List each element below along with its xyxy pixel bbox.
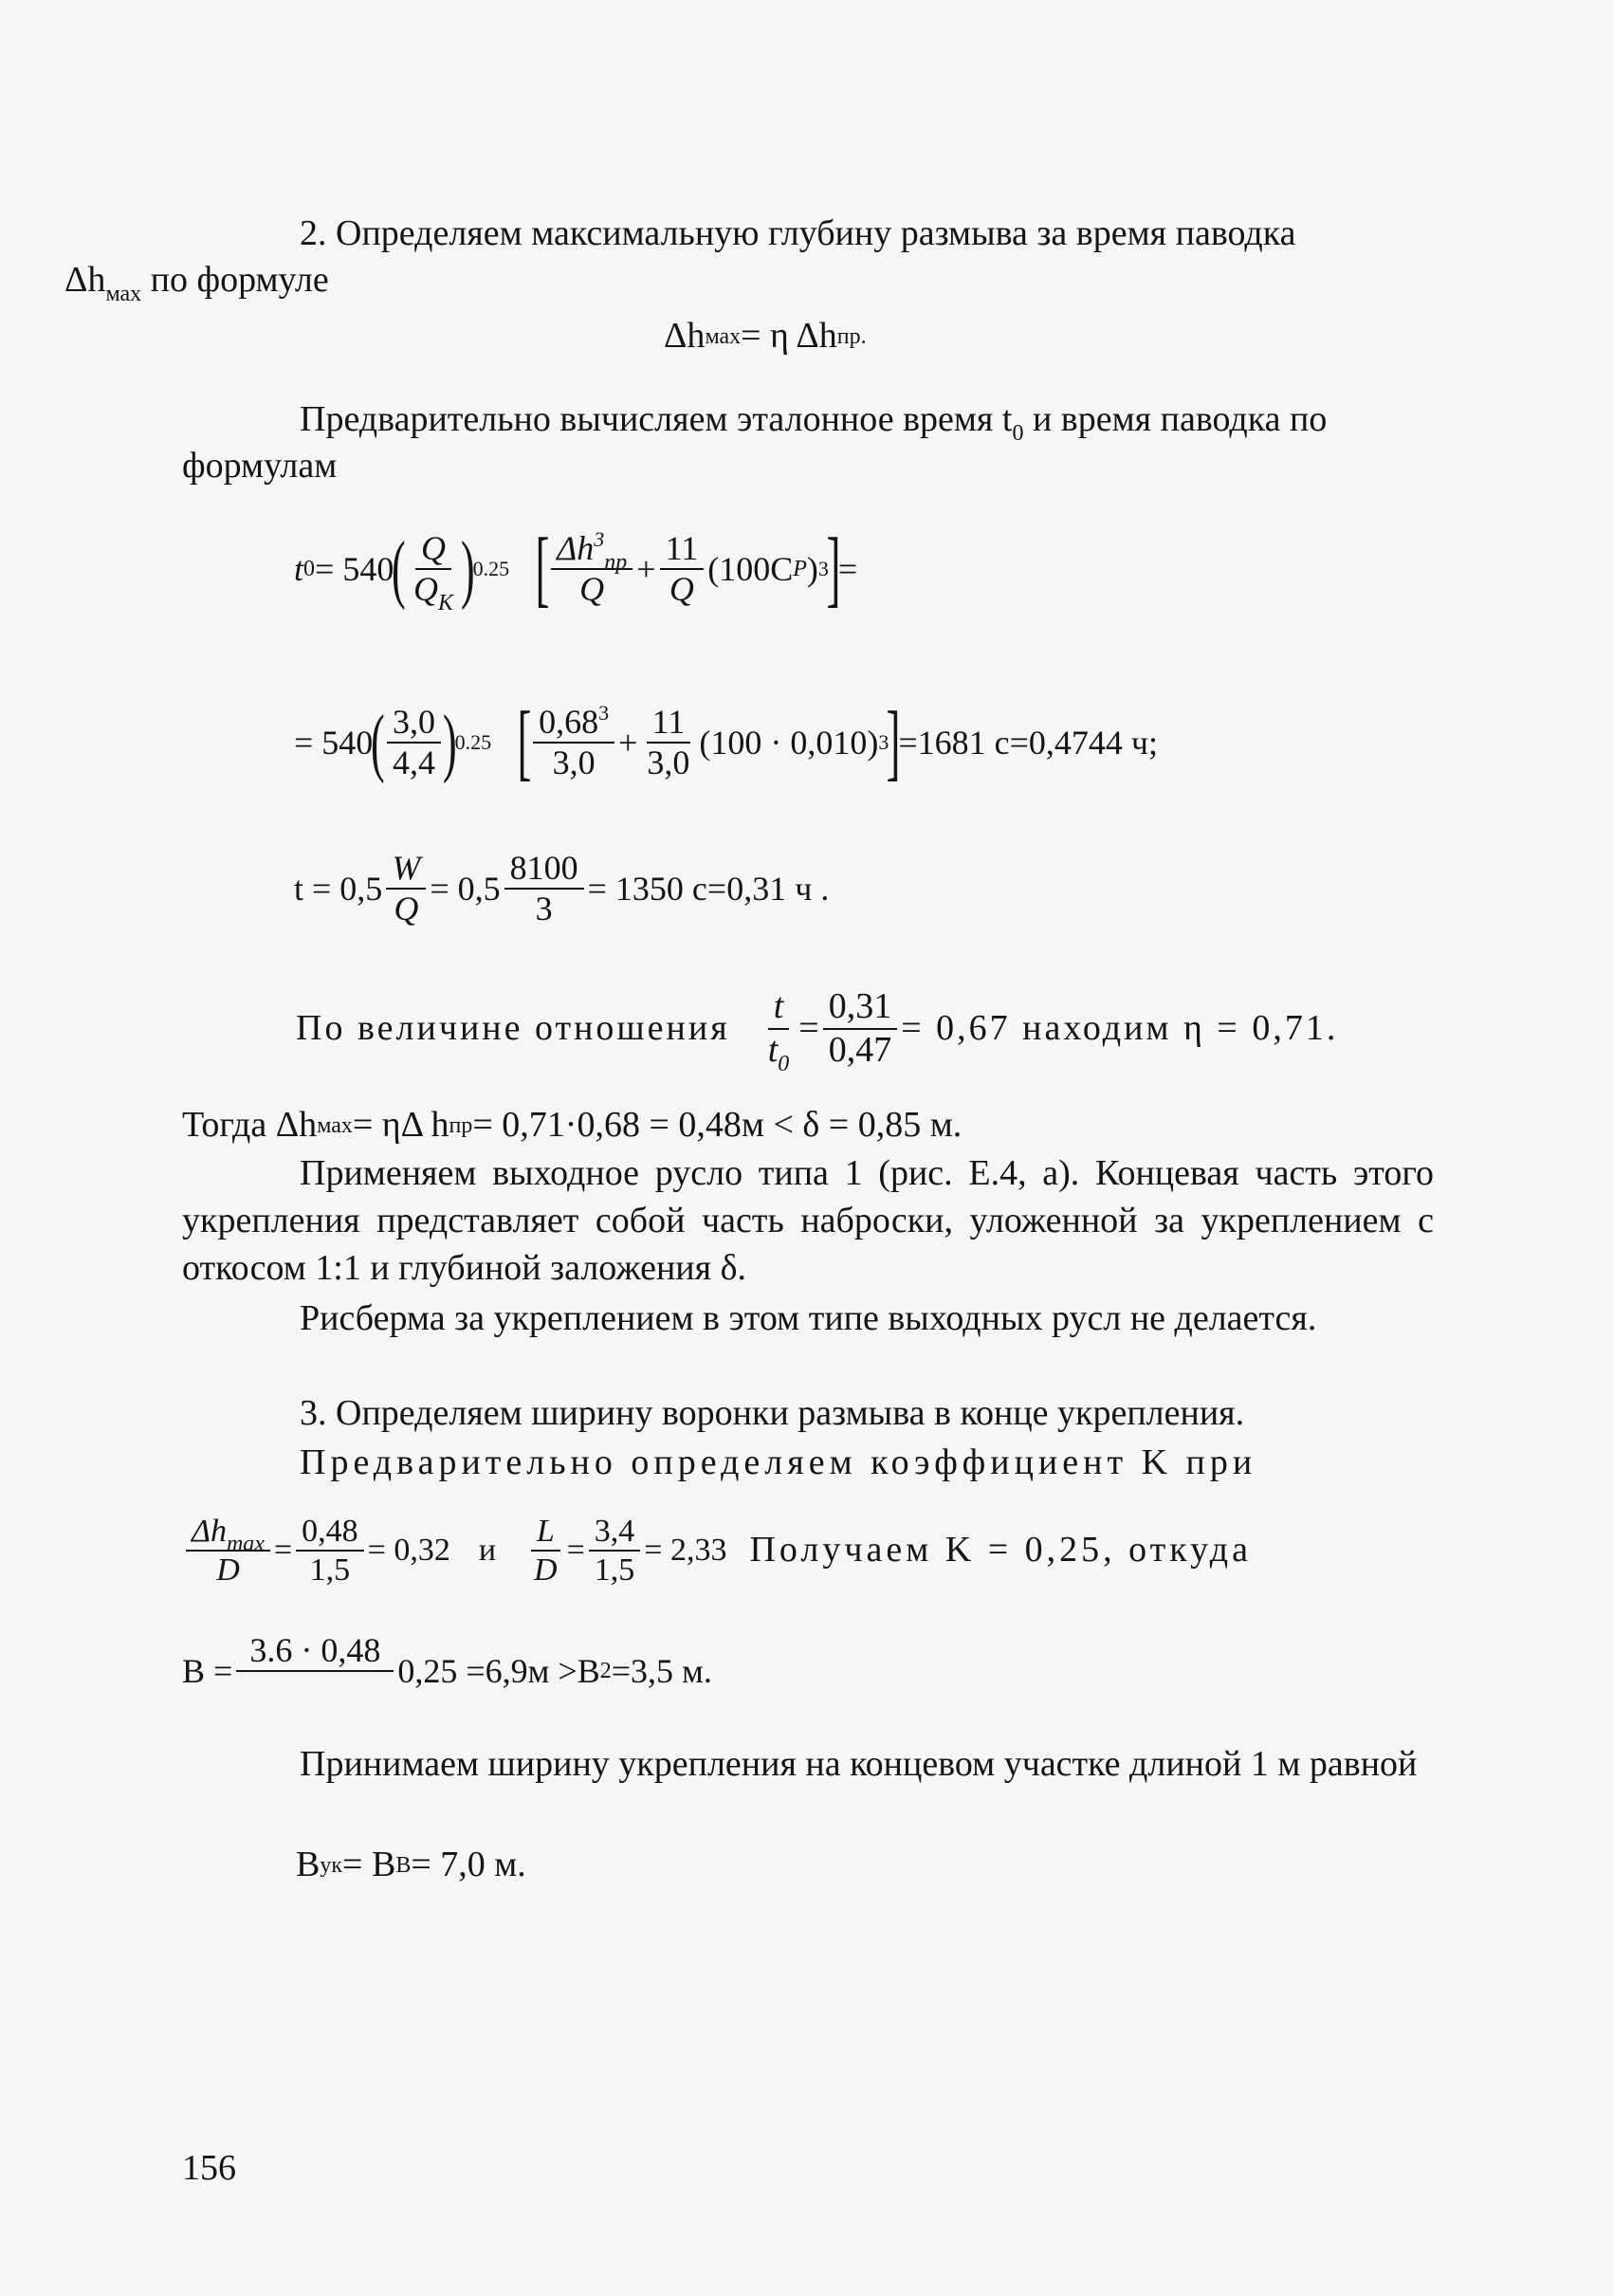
para-max-depth-text: 2. Определяем максимальную глубину размыва за время паводка bbox=[300, 213, 1296, 253]
para-outlet-channel: Применяем выходное русло типа 1 (рис. Е.4, а). Концевая часть этого укрепления представляет собой часть наброски, уложенной за укреплением с откосом 1:1 и глубиной заложения δ. bbox=[182, 1153, 1434, 1288]
f4-b-den: 1,5 bbox=[309, 1552, 351, 1589]
f5-frac bbox=[236, 1631, 394, 1712]
f5-lhs: B = bbox=[182, 1651, 233, 1690]
f1-a-frac bbox=[551, 526, 632, 610]
f2-b-den: 3,0 bbox=[647, 744, 690, 781]
ratio-text: По величине отношения bbox=[296, 1007, 730, 1048]
f1-a-num-sup: 3 bbox=[594, 526, 605, 551]
f5-den bbox=[305, 1672, 325, 1711]
f2-a-num-sup: 3 bbox=[598, 700, 610, 725]
f2-b-num: 11 bbox=[647, 703, 691, 744]
f1-bracket-open: [ bbox=[535, 522, 550, 615]
f2-q-num: 3,0 bbox=[387, 703, 441, 744]
f1-q-den: Q bbox=[412, 570, 438, 608]
f1-q-frac bbox=[408, 528, 459, 615]
f1-lhs: t bbox=[294, 549, 304, 588]
para-reference-time-b: и время паводка по формулам bbox=[182, 399, 1328, 487]
page-number: 156 bbox=[182, 2148, 236, 2188]
delta-h-sub: мах bbox=[105, 282, 142, 307]
f1-paren-text: (100C bbox=[707, 549, 794, 588]
f1-end: = bbox=[837, 549, 858, 588]
f5-tail: =3,5 м. bbox=[611, 1651, 712, 1690]
f6-a: B bbox=[296, 1845, 321, 1884]
then-line: Тогда Δh мах = ηΔ h пр = 0,71·0,68 = 0,48м < δ = 0,85 м. bbox=[182, 1102, 962, 1148]
f1-a-num: Δh bbox=[557, 528, 595, 567]
f2-q-frac bbox=[387, 703, 441, 783]
f1-paren-close: ) bbox=[460, 527, 475, 611]
f4-b-num: 0,48 bbox=[296, 1513, 364, 1552]
f2-paren-text: (100 · 0,010) bbox=[699, 723, 879, 762]
f2-plus: + bbox=[618, 723, 638, 762]
f4-eq1: = bbox=[273, 1533, 293, 1568]
f4-r1: = 0,32 bbox=[367, 1533, 450, 1568]
f3-b-num: 8100 bbox=[504, 849, 584, 890]
f1-b-num: 11 bbox=[660, 529, 705, 570]
ratio-a-num: t bbox=[768, 986, 790, 1030]
formula-width-b: B = 3.6 · 0,48 0,25 =6,9м >B 2 =3,5 м. bbox=[182, 1631, 712, 1712]
f6-b: = B bbox=[342, 1845, 396, 1884]
f5-result: 0,25 =6,9м >B bbox=[397, 1651, 600, 1690]
ratio-b-frac bbox=[823, 986, 898, 1071]
f2-a-num: 0,68 bbox=[539, 702, 599, 741]
para-reference-time bbox=[182, 396, 1434, 490]
f1-paren-open: ( bbox=[392, 527, 406, 611]
ratio-eq: = bbox=[798, 1007, 819, 1048]
formula-t0-numeric: = 540 ( $\frac{3,0}{4,4}$ ) 0.25 [ $\frac{0,68^3}{3,0}$ + $\frac{11}{3,0}$ (100 · 0,010) 3 ] =1681 с=0,4744 ч; bbox=[294, 695, 1159, 789]
f1-b-frac bbox=[660, 529, 705, 610]
para-riprap: Рисберма за укреплением в этом типе выходных русл не делается. bbox=[300, 1298, 1317, 1338]
f3-a-frac bbox=[386, 849, 426, 929]
eq1-lhs: Δh bbox=[664, 316, 706, 356]
para-accept-width: Принимаем ширину укрепления на концевом участке длиной 1 м равной bbox=[300, 1744, 1418, 1784]
f3-a-den: Q bbox=[394, 890, 419, 928]
f4-d-num: 3,4 bbox=[589, 1513, 641, 1552]
f3-b-frac bbox=[504, 849, 584, 929]
f1-q-den-sub: K bbox=[437, 591, 453, 615]
f4-d-frac bbox=[589, 1513, 641, 1589]
f1-plus: + bbox=[636, 549, 656, 588]
para-max-depth-rest: по формуле bbox=[141, 260, 329, 301]
f2-a-frac bbox=[533, 700, 614, 783]
f2-paren-close: ) bbox=[442, 701, 457, 784]
f2-result: =1681 с=0,4744 ч; bbox=[898, 723, 1159, 762]
f4-a-num: Δh bbox=[192, 1514, 227, 1549]
f1-b-den: Q bbox=[669, 570, 694, 608]
ratio-result: = 0,67 находим η = 0,71. bbox=[901, 1007, 1339, 1048]
delta-h-symbol: Δh bbox=[64, 260, 106, 301]
f2-eq: = 540 bbox=[294, 723, 374, 762]
formula-b-uk: B ук = B В = 7,0 м. bbox=[296, 1842, 526, 1888]
para-reference-time-sub: 0 bbox=[1012, 421, 1024, 446]
equation-delta-h-max: Δh мах = η Δh пр. bbox=[664, 313, 867, 359]
eq1-mid: = η Δh bbox=[741, 316, 837, 356]
f4-and: и bbox=[478, 1533, 497, 1568]
ratio-a-den: t bbox=[767, 1029, 779, 1070]
f1-eq: = 540 bbox=[315, 549, 394, 588]
f2-paren-open: ( bbox=[371, 701, 385, 784]
f6-c: = 7,0 м. bbox=[411, 1845, 526, 1884]
formula-ratios bbox=[182, 1513, 1252, 1589]
then-b: = ηΔ h bbox=[352, 1105, 449, 1145]
ratio-b-num: 0,31 bbox=[823, 986, 898, 1030]
f2-q-den: 4,4 bbox=[392, 744, 435, 781]
f1-bracket-close: ] bbox=[826, 522, 841, 615]
then-a: Тогда Δh bbox=[182, 1105, 318, 1145]
f1-paren-close-text: ) bbox=[806, 549, 818, 588]
f2-bracket-close: ] bbox=[886, 695, 901, 789]
para-coefficient: Предварительно определяем коэффициент K при bbox=[300, 1442, 1257, 1482]
f2-b-frac bbox=[641, 703, 695, 783]
f3-lhs: t = 0,5 bbox=[294, 869, 383, 908]
f1-a-num-sub: пр bbox=[604, 549, 628, 575]
f3-a-num: W bbox=[386, 849, 426, 890]
f4-d-den: 1,5 bbox=[594, 1552, 635, 1589]
ratio-a-den-sub: 0 bbox=[778, 1051, 790, 1076]
f3-b-den: 3 bbox=[535, 890, 553, 928]
ratio-line bbox=[296, 986, 1339, 1076]
f4-c-frac bbox=[528, 1513, 563, 1589]
formula-t0: t 0 = 540 ( $\frac{Q}{Q_K}$ ) 0.25 [ $\frac{\Delta h^3_{пр}}{Q}$ + $\frac{11}{Q}$ (100C P ) 3 ] = bbox=[294, 522, 858, 615]
para-reference-time-a: Предварительно вычисляем эталонное время t bbox=[300, 399, 1013, 439]
f1-q-num: Q bbox=[415, 529, 451, 570]
f4-c-num: L bbox=[531, 1513, 560, 1552]
f5-num: 3.6 · 0,48 bbox=[236, 1631, 394, 1672]
f2-a-den: 3,0 bbox=[552, 744, 596, 781]
f3-result: = 1350 с=0,31 ч . bbox=[587, 869, 830, 908]
f4-result: Получаем K = 0,25, откуда bbox=[749, 1530, 1252, 1570]
f3-eq: = 0,5 bbox=[430, 869, 501, 908]
para-scour-width: 3. Определяем ширину воронки размыва в конце укрепления. bbox=[300, 1393, 1245, 1433]
f2-bracket-open: [ bbox=[517, 695, 532, 789]
formula-t bbox=[294, 849, 829, 929]
f4-a-num-sub: max bbox=[226, 1532, 265, 1556]
f4-a-frac bbox=[186, 1513, 270, 1589]
f4-b-frac bbox=[296, 1513, 364, 1589]
f4-r2: = 2,33 bbox=[644, 1533, 727, 1568]
f1-a-den: Q bbox=[579, 570, 605, 608]
ratio-a-frac bbox=[762, 986, 796, 1076]
then-c: = 0,71·0,68 = 0,48м < δ = 0,85 м. bbox=[472, 1105, 962, 1145]
ratio-b-den: 0,47 bbox=[828, 1029, 892, 1070]
f4-c-den: D bbox=[534, 1552, 558, 1589]
f4-a-den: D bbox=[216, 1552, 240, 1589]
f4-eq2: = bbox=[566, 1533, 585, 1568]
